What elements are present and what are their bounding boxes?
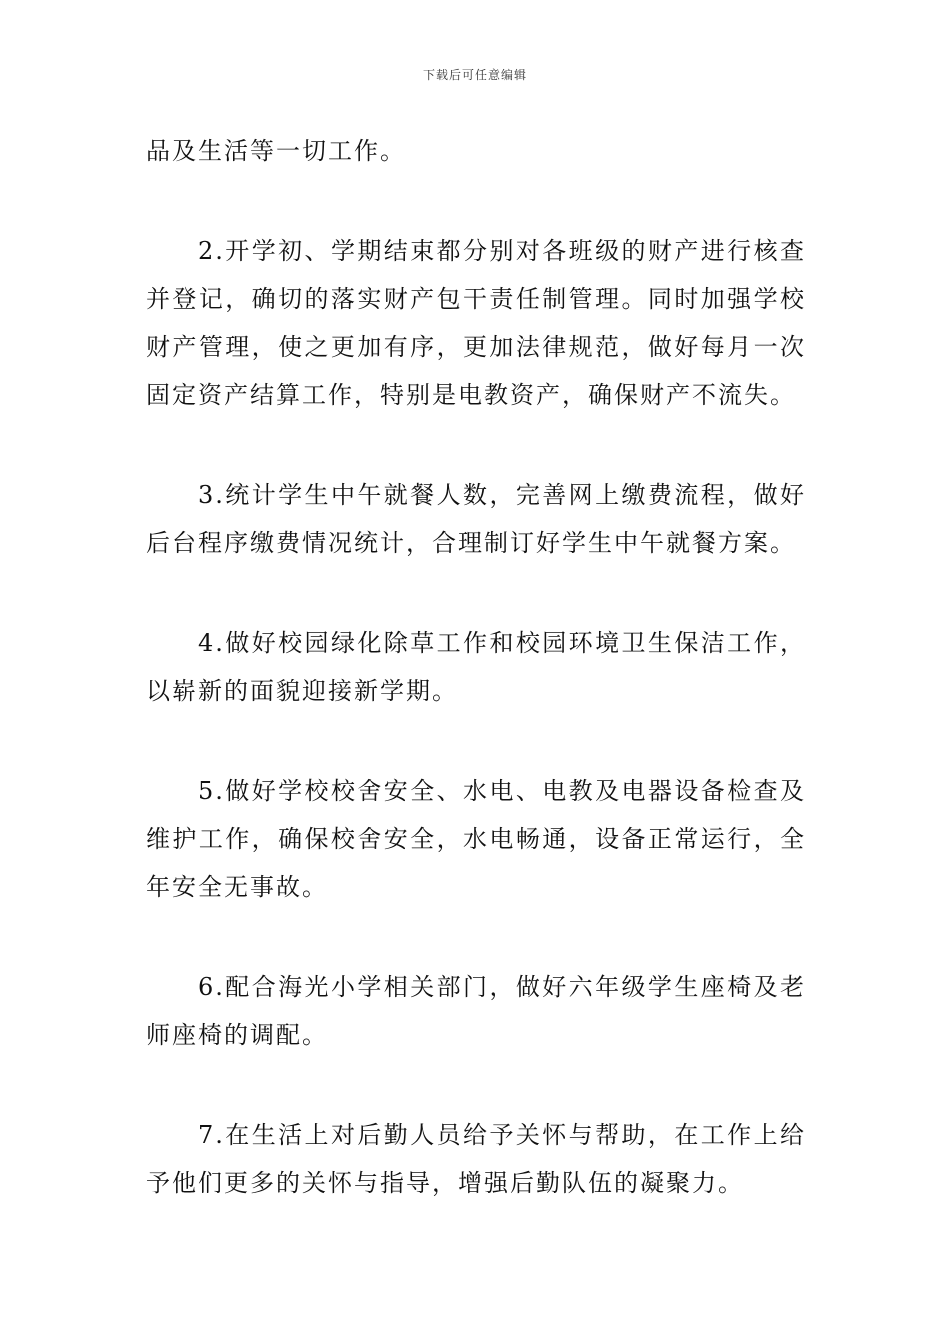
paragraph-item-6: 6.配合海光小学相关部门，做好六年级学生座椅及老师座椅的调配。 [146,973,806,1049]
paragraph-item-7: 7.在生活上对后勤人员给予关怀与帮助，在工作上给予他们更多的关怀与指导，增强后勤队伍的凝聚力。 [146,1121,806,1197]
document-body [146,127,806,1259]
paragraph-item-3: 3.统计学生中午就餐人数，完善网上缴费流程，做好后台程序缴费情况统计，合理制订好学生中午就餐方案。 [146,481,806,557]
paragraph-item-4: 4.做好校园绿化除草工作和校园环境卫生保洁工作，以崭新的面貌迎接新学期。 [146,629,806,705]
page-header: 下载后可任意编辑 [422,68,527,82]
paragraph-item-5: 5.做好学校校舍安全、水电、电教及电器设备检查及维护工作，确保校舍安全，水电畅通，设备正常运行，全年安全无事故。 [146,777,806,901]
paragraph-item-2: 2.开学初、学期结束都分别对各班级的财产进行核查并登记，确切的落实财产包干责任制管理。同时加强学校财产管理，使之更加有序，更加法律规范，做好每月一次固定资产结算工作，特别是电教资产，确保财产不流失。 [146,237,806,409]
paragraph-continuation: 品及生活等一切工作。 [146,137,406,165]
